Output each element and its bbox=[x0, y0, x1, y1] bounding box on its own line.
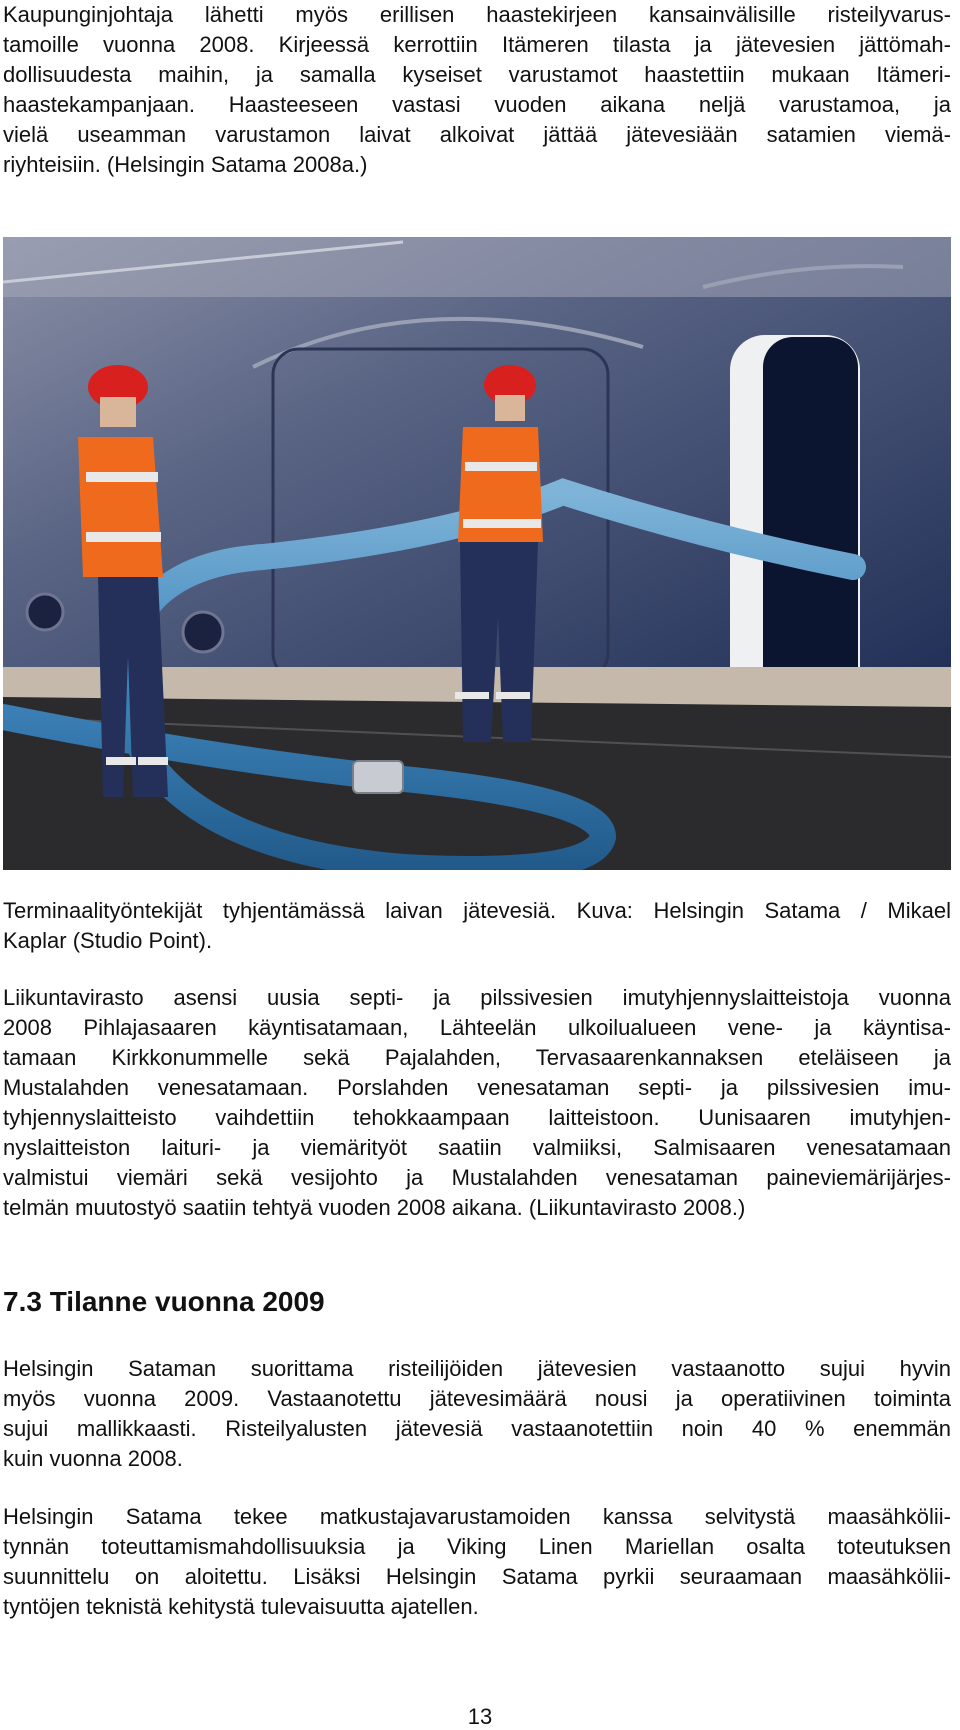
text-line: 2008 Pihlajasaaren käyntisatamaan, Lähteelän ulkoilualueen vene- ja käyntisa- bbox=[3, 1015, 951, 1040]
text-line: telmän muutostyö saatiin tehtyä vuoden 2008 aikana. (Liikuntavirasto 2008.) bbox=[3, 1195, 746, 1220]
text-line: nyslaitteiston laituri- ja viemärityöt saatiin valmiiksi, Salmisaaren venesatamaan bbox=[3, 1135, 951, 1160]
text-line: Terminaalityöntekijät tyhjentämässä laivan jätevesiä. Kuva: Helsingin Satama / Mikael bbox=[3, 898, 951, 923]
text-line: tyhjennyslaitteisto vaihdettiin tehokkaampaan laitteistoon. Uunisaaren imutyhjen- bbox=[3, 1105, 951, 1130]
paragraph bbox=[3, 1354, 951, 1474]
text-line: tamaan Kirkkonummelle sekä Pajalahden, Tervasaarenkannaksen eteläiseen ja bbox=[3, 1045, 951, 1070]
text-line: tynnän toteuttamismahdollisuuksia ja Viking Linen Mariellan osalta toteutuksen bbox=[3, 1534, 951, 1559]
text-line: Kaplar (Studio Point). bbox=[3, 928, 213, 953]
text-line: tamoille vuonna 2008. Kirjeessä kerrottiin Itämeren tilasta ja jätevesien jättömah- bbox=[3, 32, 951, 57]
intro-paragraph bbox=[3, 0, 951, 180]
text-line: suunnittelu on aloitettu. Lisäksi Helsingin Satama pyrkii seuraamaan maasähkölii- bbox=[3, 1564, 951, 1589]
text-line: Helsingin Satama tekee matkustajavarustamoiden kanssa selvitystä maasähkölii- bbox=[3, 1504, 951, 1529]
text-line: Liikuntavirasto asensi uusia septi- ja pilssivesien imutyhjennyslaitteistoja vuonna bbox=[3, 985, 951, 1010]
text-line: sujui mallikkaasti. Risteilyalusten jätevesiä vastaanotettiin noin 40 % enemmän bbox=[3, 1416, 951, 1441]
paragraph bbox=[3, 1502, 951, 1622]
photo-ship-hose-icon bbox=[3, 237, 951, 870]
page-number: 13 bbox=[467, 1704, 493, 1729]
text-line: dollisuudesta maihin, ja samalla kyseiset varustamot haastettiin mukaan Itämeri- bbox=[3, 62, 951, 87]
text-line: tyntöjen teknistä kehitystä tulevaisuutta ajatellen. bbox=[3, 1594, 479, 1619]
section-heading: 7.3 Tilanne vuonna 2009 bbox=[3, 1286, 325, 1317]
text-line: valmistui viemäri sekä vesijohto ja Mustalahden venesataman paineviemärijärjes- bbox=[3, 1165, 951, 1190]
text-line: myös vuonna 2009. Vastaanotettu jätevesimäärä nousi ja operatiivinen toiminta bbox=[3, 1386, 951, 1411]
text-line: Kaupunginjohtaja lähetti myös erillisen haastekirjeen kansainvälisille risteilyvarus- bbox=[3, 2, 951, 27]
text-line: vielä useamman varustamon laivat alkoivat jättää jätevesiään satamien viemä- bbox=[3, 122, 951, 147]
text-line: Mustalahden venesatamaan. Porslahden venesataman septi- ja pilssivesien imu- bbox=[3, 1075, 951, 1100]
photo-ship-hose bbox=[3, 237, 951, 870]
text-line: haastekampanjaan. Haasteeseen vastasi vuoden aikana neljä varustamoa, ja bbox=[3, 92, 951, 117]
paragraph bbox=[3, 983, 951, 1223]
text-line: Helsingin Sataman suorittama risteilijöiden jätevesien vastaanotto sujui hyvin bbox=[3, 1356, 951, 1381]
text-line: riyhteisiin. (Helsingin Satama 2008a.) bbox=[3, 152, 368, 177]
text-line: kuin vuonna 2008. bbox=[3, 1446, 183, 1471]
photo-caption bbox=[3, 896, 951, 956]
